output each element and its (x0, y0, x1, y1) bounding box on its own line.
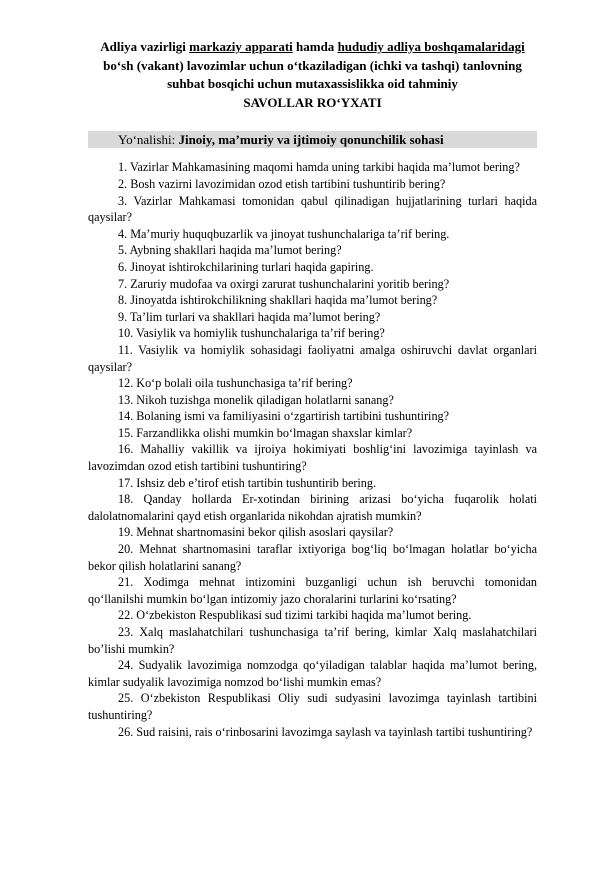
question-item: 20. Mehnat shartnomasini taraflar ixtiyoriga bog‘liq bo‘lmagan holatlar bo‘yicha bekor qilish holatlarini sanang? (88, 542, 537, 573)
direction-value: Jinoiy, ma’muriy va ijtimoiy qonunchilik sohasi (178, 132, 444, 148)
question-item: 8. Jinoyatda ishtirokchilikning shakllari haqida ma’lumot bering? (118, 293, 438, 308)
question-item: 1. Vazirlar Mahkamasining maqomi hamda uning tarkibi haqida ma’lumot bering? (118, 160, 520, 175)
title-line-1 (88, 38, 537, 57)
question-item: 13. Nikoh tuzishga monelik qiladigan holatlarni sanang? (118, 392, 394, 407)
title-line-3: suhbat bosqichi uchun mutaxassislikka oid tahminiy (167, 76, 458, 92)
document-page (0, 38, 596, 880)
title-underlined-text: markaziy apparati (189, 39, 293, 54)
question-item: 22. O‘zbekiston Respublikasi sud tizimi tarkibi haqida ma’lumot bering. (118, 608, 472, 623)
direction-banner (88, 131, 537, 148)
document-title (88, 38, 537, 112)
title-underlined-text: hududiy adliya boshqamalaridagi (337, 39, 525, 54)
question-item: 11. Vasiylik va homiylik sohasidagi faoliyatni amalga oshiruvchi davlat organlari qaysilar? (88, 342, 537, 374)
question-item: 2. Bosh vazirni lavozimidan ozod etish tartibini tushuntirib bering? (118, 176, 446, 191)
question-item: 17. Ishsiz deb e’tirof etish tartibin tushuntirib bering. (118, 475, 377, 490)
question-item: 15. Farzandlikka olishi mumkin bo‘lmagan shaxslar kimlar? (118, 425, 413, 440)
title-text: hamda (292, 39, 338, 54)
question-item: 4. Ma’muriy huquqbuzarlik va jinoyat tushunchalariga ta’rif bering. (118, 226, 450, 241)
question-list (88, 159, 537, 740)
direction-label: Yo‘nalishi: (118, 132, 179, 148)
question-item: 5. Aybning shakllari haqida ma’lumot bering? (118, 243, 342, 258)
question-item: 3. Vazirlar Mahkamasi tomonidan qabul qilinadigan hujjatlarining turlari haqida qaysilar? (88, 193, 537, 225)
question-item: 21. Xodimga mehnat intizomini buzganligi uchun ish beruvchi tomonidan qo‘llanilshi mumkin bo‘lgan intizomiy jazo choralarini turlarini ko‘rsating? (88, 575, 537, 606)
question-item: 14. Bolaning ismi va familiyasini o‘zgartirish tartibini tushuntiring? (118, 409, 450, 424)
question-item: 10. Vasiylik va homiylik tushunchalariga ta’rif bering? (118, 326, 385, 341)
question-item: 24. Sudyalik lavozimiga nomzodga qo‘yiladigan talablar haqida ma’lumot bering, kimlar sudyalik lavozimiga nomzod bo‘lishi mumkin emas? (88, 658, 537, 689)
question-item: 26. Sud raisini, rais o‘rinbosarini lavozimga saylash va tayinlash tartibi tushuntiring? (118, 724, 533, 739)
question-item: 23. Xalq maslahatchilari tushunchasiga ta’rif bering, kimlar Xalq maslahatchilari bo’lishi mumkin? (88, 625, 537, 656)
question-item: 16. Mahalliy vakillik va ijroiya hokimiyati boshlig‘ini lavozimiga tayinlash va lavozimdan ozod etish tartibini tushuntiring? (88, 442, 537, 474)
title-text: Adliya vazirligi (100, 39, 190, 54)
question-item: 19. Mehnat shartnomasini bekor qilish asoslari qaysilar? (118, 525, 394, 540)
question-item: 12. Ko‘p bolali oila tushunchasiga ta’rif bering? (118, 376, 353, 391)
title-line-2: bo‘sh (vakant) lavozimlar uchun o‘tkaziladigan (ichki va tashqi) tanlovning (103, 57, 522, 73)
question-item: 9. Ta’lim turlari va shakllari haqida ma’lumot bering? (118, 309, 381, 324)
question-item: 6. Jinoyat ishtirokchilarining turlari haqida gapiring. (118, 259, 374, 274)
title-line-4: SAVOLLAR RO‘YXATI (243, 94, 382, 110)
question-item: 25. O‘zbekiston Respublikasi Oliy sudi sudyasini lavozimga tayinlash tartibini tushuntiring? (88, 691, 537, 722)
question-item: 18. Qanday hollarda Er-xotindan birining arizasi bo‘yicha fuqarolik holati dalolatnomalarini qayd etish organlarida nikohdan ajratish mumkin? (88, 492, 537, 523)
question-item: 7. Zaruriy mudofaa va oxirgi zarurat tushunchalarini yoritib bering? (118, 276, 450, 291)
